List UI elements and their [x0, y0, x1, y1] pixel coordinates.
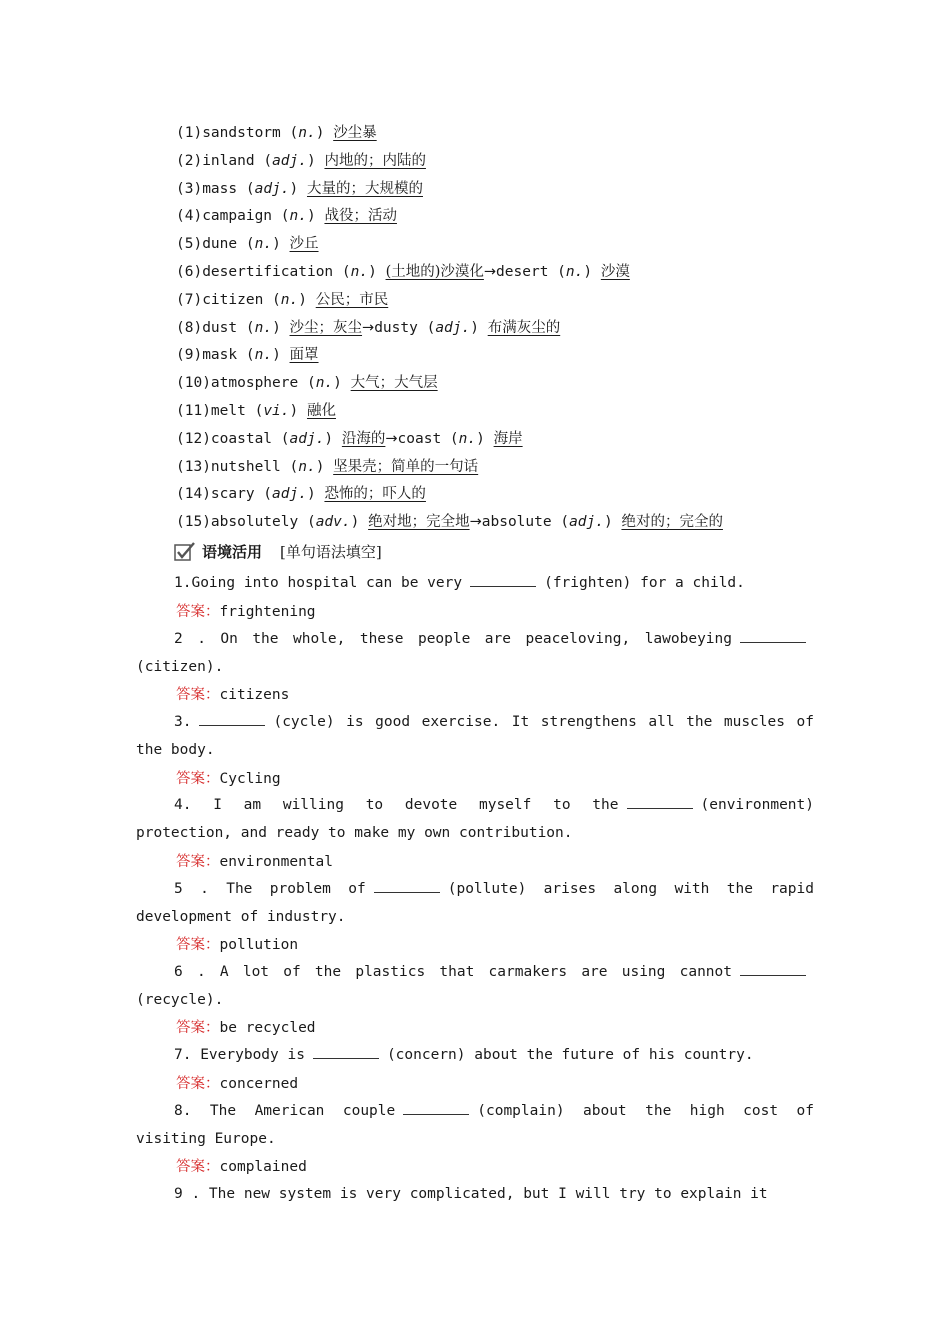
vocab-word: atmosphere: [210, 375, 299, 392]
question-item: [136, 1042, 814, 1070]
arrow-icon: →: [469, 514, 482, 531]
vocab-pos: adj.: [289, 430, 325, 447]
vocab-meaning: 沙尘；灰尘: [289, 319, 363, 336]
answer-line: [176, 1018, 316, 1038]
vocab-meaning: 沙尘暴: [333, 125, 377, 141]
vocab-pos: adj.: [254, 180, 290, 197]
vocab-meaning: 沿海的: [341, 430, 386, 447]
vocab-word: sandstorm: [202, 125, 281, 141]
answer-blank: [740, 628, 806, 643]
question-hint: (cycle) is good exercise. It strengthens all the muscles of the body.: [136, 714, 814, 758]
vocab-meaning: 融化: [306, 403, 336, 419]
vocab-item: (4)campaign (n.) 战役；活动: [176, 208, 397, 225]
vocab-pos: n.: [289, 208, 307, 225]
arrow-icon: →: [483, 264, 497, 280]
vocab-pos: n.: [298, 125, 316, 141]
question-text: [136, 876, 814, 932]
related-pos: adj.: [569, 514, 604, 531]
vocab-number: (3): [176, 180, 203, 197]
answer-value: pollution: [219, 937, 299, 953]
vocab-item: (7)citizen (n.) 公民；市民: [176, 291, 389, 308]
vocab-word: campaign: [202, 208, 273, 225]
vocab-number: (8): [176, 319, 203, 336]
related-word: absolute: [481, 514, 552, 531]
question-item: [136, 709, 814, 765]
vocab-item: (6)desertification (n.) (土地的)沙漠化→desert (n.) 沙漠: [176, 264, 630, 280]
answer-blank: [403, 1100, 469, 1115]
vocab-meaning: 坚果壳；简单的一句话: [333, 458, 479, 475]
answer-label: 答案：: [176, 1076, 220, 1092]
question-hint: (environment) protection, and ready to make my own contribution.: [136, 797, 814, 841]
answer-blank: [627, 794, 693, 809]
vocab-item: (8)dust (n.) 沙尘；灰尘→dusty (adj.) 布满灰尘的: [176, 319, 561, 336]
vocab-pos: n.: [280, 291, 299, 308]
vocab-word: citizen: [202, 291, 264, 308]
vocab-number: (13): [176, 458, 211, 475]
answer-line: [176, 852, 333, 872]
vocab-item: (3)mass (adj.) 大量的；大规模的: [176, 180, 423, 197]
vocab-word: mask: [202, 347, 238, 364]
vocab-meaning: 沙丘: [289, 236, 319, 253]
answer-blank: [740, 961, 806, 976]
answer-value: frightening: [219, 604, 316, 620]
question-prompt: 1.Going into hospital can be very: [174, 575, 463, 592]
vocab-word: desertification: [202, 264, 334, 280]
question-prompt: 5 . The problem of: [174, 881, 366, 898]
vocab-meaning: 内地的；内陆的: [324, 152, 426, 169]
related-meaning: 布满灰尘的: [487, 319, 561, 336]
question-prompt: 9 . The new system is very complicated, but I will try to explain it: [174, 1186, 768, 1203]
vocab-pos: n.: [254, 347, 273, 364]
vocab-pos: n.: [298, 458, 316, 475]
question-item: [136, 1098, 814, 1154]
question-hint: (complain) about the high cost of visiting Europe.: [136, 1103, 814, 1147]
related-word: desert: [496, 264, 549, 280]
answer-line: [176, 769, 281, 789]
question-item: [136, 959, 814, 1015]
vocab-pos: adj.: [272, 486, 307, 503]
vocab-number: (6): [176, 264, 203, 280]
vocab-item: (11)melt (vi.) 融化: [176, 403, 336, 419]
section-subtitle: [单句语法填空]: [280, 542, 382, 561]
section-header: [174, 540, 382, 562]
question-item: [136, 1181, 814, 1209]
answer-line: [176, 935, 298, 955]
vocab-meaning: 公民；市民: [315, 291, 389, 308]
vocab-item: (14)scary (adj.) 恐怖的；吓人的: [176, 486, 426, 503]
related-pos: adj.: [435, 319, 471, 336]
vocab-pos: adv.: [315, 514, 351, 531]
question-hint: (citizen).: [136, 658, 224, 675]
vocab-meaning: 恐怖的；吓人的: [324, 486, 426, 503]
vocab-item: (5)dune (n.) 沙丘: [176, 236, 319, 253]
vocab-word: nutshell: [210, 458, 281, 475]
answer-value: complained: [219, 1159, 307, 1175]
question-text: [136, 570, 814, 598]
vocab-pos: vi.: [263, 403, 290, 419]
vocab-item: (1)sandstorm (n.) 沙尘暴: [176, 125, 377, 141]
vocab-number: (1): [176, 125, 203, 141]
vocab-number: (12): [176, 430, 211, 447]
answer-blank: [470, 572, 536, 587]
question-item: [136, 570, 814, 598]
vocab-number: (14): [176, 486, 211, 503]
section-title: 语境活用: [202, 542, 263, 561]
answer-label: 答案：: [176, 771, 220, 787]
question-text: [136, 1181, 814, 1209]
vocab-word: mass: [202, 180, 238, 197]
vocab-number: (2): [176, 152, 203, 169]
vocab-number: (7): [176, 291, 203, 308]
vocab-word: inland: [202, 152, 255, 169]
vocab-meaning: 面罩: [289, 347, 319, 364]
question-prompt: 6 . A lot of the plastics that carmakers are using cannot: [174, 964, 732, 981]
answer-label: 答案：: [176, 687, 220, 703]
question-text: [136, 792, 814, 848]
vocab-meaning: (土地的)沙漠化: [385, 264, 484, 280]
question-text: [136, 626, 814, 682]
question-hint: (pollute) arises along with the rapid development of industry.: [136, 881, 814, 925]
answer-blank: [374, 878, 440, 893]
vocab-word: dune: [202, 236, 238, 253]
vocab-item: (10)atmosphere (n.) 大气；大气层: [176, 375, 438, 392]
vocab-number: (10): [176, 375, 211, 392]
vocab-item: (13)nutshell (n.) 坚果壳；简单的一句话: [176, 458, 479, 475]
vocab-number: (5): [176, 236, 203, 253]
vocab-item: (12)coastal (adj.) 沿海的→coast (n.) 海岸: [176, 430, 523, 447]
vocab-word: coastal: [210, 430, 273, 447]
question-hint: (concern) about the future of his country.: [386, 1047, 754, 1064]
vocab-pos: n.: [350, 264, 369, 280]
answer-value: Cycling: [219, 771, 281, 787]
related-pos: n.: [565, 264, 584, 280]
answer-label: 答案：: [176, 604, 220, 620]
vocab-meaning: 大量的；大规模的: [306, 180, 423, 197]
arrow-icon: →: [362, 319, 375, 336]
vocab-pos: n.: [315, 375, 334, 392]
vocab-item: (15)absolutely (adv.) 绝对地；完全地→absolute (adj.) 绝对的；完全的: [176, 514, 723, 531]
question-item: [136, 876, 814, 932]
vocab-meaning: 战役；活动: [324, 208, 397, 225]
answer-line: [176, 1074, 298, 1094]
vocab-number: (9): [176, 347, 203, 364]
answer-label: 答案：: [176, 937, 220, 953]
related-word: dusty: [374, 319, 418, 336]
vocab-meaning: 绝对地；完全地: [368, 514, 470, 531]
arrow-icon: →: [385, 430, 398, 447]
answer-value: citizens: [219, 687, 290, 703]
vocab-number: (11): [176, 403, 211, 419]
related-meaning: 沙漠: [600, 264, 630, 280]
question-prompt: 8. The American couple: [174, 1103, 396, 1120]
question-text: [136, 959, 814, 1015]
question-prompt: 4. I am willing to devote myself to the: [174, 797, 619, 814]
vocab-word: scary: [210, 486, 255, 503]
vocab-word: dust: [202, 319, 238, 336]
answer-value: concerned: [219, 1076, 299, 1092]
vocab-number: (4): [176, 208, 203, 225]
answer-label: 答案：: [176, 854, 220, 870]
question-prompt: 7. Everybody is: [174, 1047, 305, 1064]
vocab-word: melt: [210, 403, 246, 419]
answer-label: 答案：: [176, 1020, 220, 1036]
check-icon: [174, 541, 196, 561]
vocab-item: (9)mask (n.) 面罩: [176, 347, 319, 364]
question-text: [136, 709, 814, 765]
vocab-item: (2)inland (adj.) 内地的；内陆的: [176, 152, 426, 169]
question-text: [136, 1042, 814, 1070]
vocab-pos: adj.: [272, 152, 307, 169]
answer-line: [176, 685, 289, 705]
vocab-word: absolutely: [210, 514, 299, 531]
answer-line: [176, 1157, 307, 1177]
answer-value: environmental: [219, 854, 333, 870]
vocab-pos: n.: [254, 236, 273, 253]
question-hint: (recycle).: [136, 991, 224, 1008]
answer-line: [176, 602, 316, 622]
question-hint: (frighten) for a child.: [544, 575, 745, 592]
vocab-pos: n.: [254, 319, 273, 336]
related-meaning: 海岸: [493, 430, 523, 447]
related-meaning: 绝对的；完全的: [621, 514, 723, 531]
vocab-number: (15): [176, 514, 211, 531]
question-text: [136, 1098, 814, 1154]
related-pos: n.: [458, 430, 477, 447]
answer-value: be recycled: [219, 1020, 316, 1036]
question-item: [136, 626, 814, 682]
vocab-meaning: 大气；大气层: [350, 375, 438, 392]
question-item: [136, 792, 814, 848]
answer-label: 答案：: [176, 1159, 220, 1175]
related-word: coast: [397, 430, 442, 447]
answer-blank: [199, 711, 265, 726]
answer-blank: [313, 1044, 379, 1059]
question-prompt: 2 . On the whole, these people are peaceloving, lawobeying: [174, 631, 732, 648]
question-prompt: 3.: [174, 714, 192, 731]
